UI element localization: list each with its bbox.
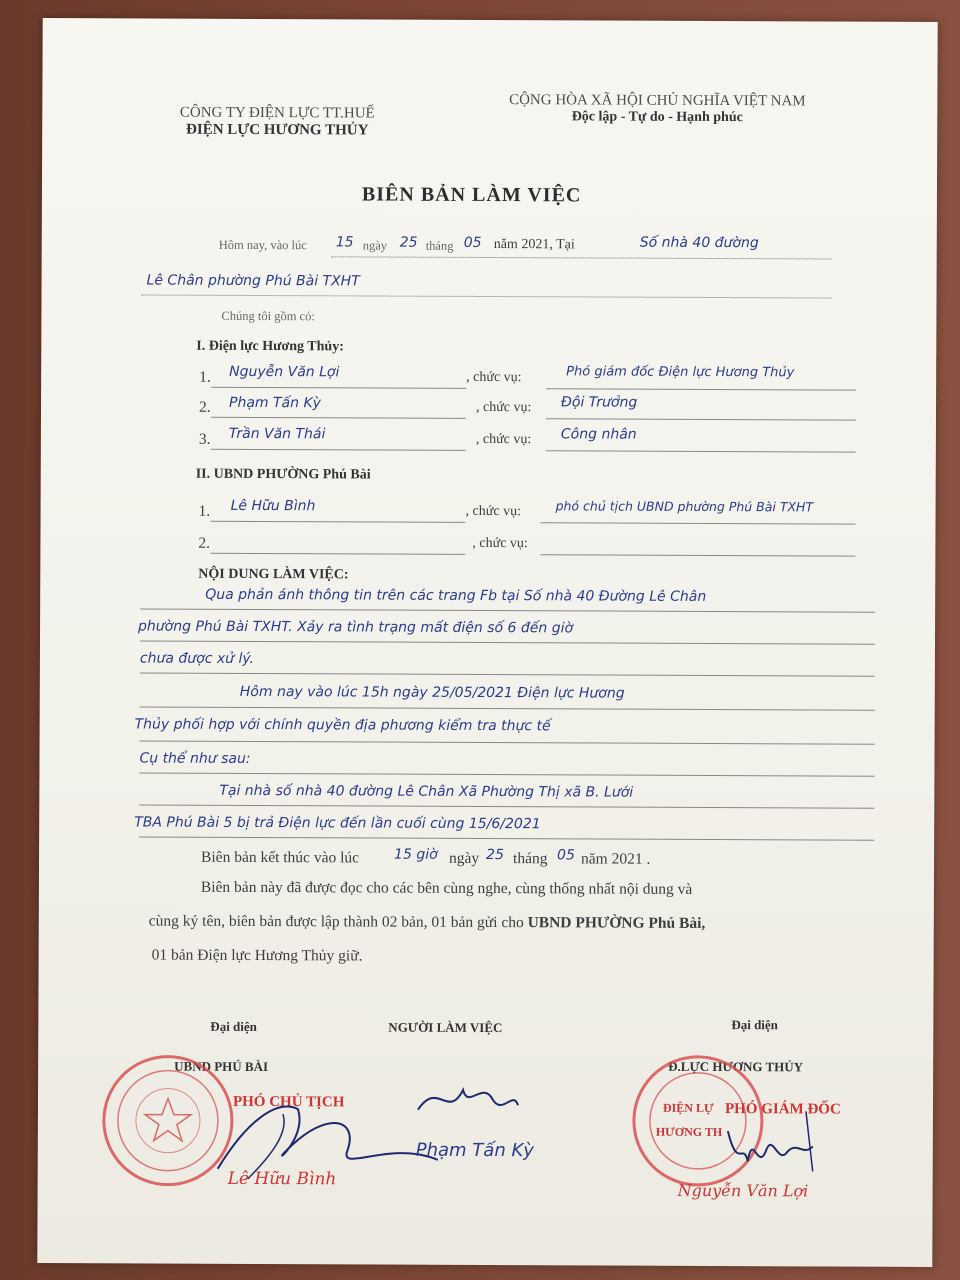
underline <box>210 553 465 555</box>
row-3-role: Công nhân <box>560 426 637 443</box>
content-line-2: phường Phú Bài TXHT. Xảy ra tình trạng mất điện số 6 đến giờ <box>138 618 574 637</box>
closing-year: năm 2021 . <box>581 850 651 868</box>
right-stamp-text-2: HƯƠNG TH <box>655 1124 723 1140</box>
underline <box>140 706 875 710</box>
row-1-name: Nguyễn Văn Lợi <box>229 363 340 381</box>
content-line-6: Cụ thể như sau: <box>139 750 251 767</box>
content-line-4: Hôm nay vào lúc 15h ngày 25/05/2021 Điện lực Hương <box>239 683 625 702</box>
dotted-line <box>142 294 832 298</box>
middle-signatory-name: Phạm Tấn Kỳ <box>415 1139 535 1162</box>
middle-signature-icon <box>408 1070 528 1131</box>
intro-month-label: tháng <box>425 238 454 253</box>
intro-place-2: Lê Chân phường Phú Bài TXHT <box>146 272 360 290</box>
underline <box>211 387 466 389</box>
right-signatory-org: Đ.LỰC HƯƠNG THỦY <box>668 1058 804 1075</box>
closing-prefix: Biên bản kết thúc vào lúc <box>201 848 360 867</box>
closing-line-3 <box>149 913 706 933</box>
intro-day: 25 <box>399 234 418 251</box>
dotted-line <box>332 256 832 259</box>
row-3-role-label: , chức vụ: <box>475 431 532 448</box>
left-signatory-title: PHÓ CHỦ TỊCH <box>232 1093 345 1111</box>
intro-year: năm 2021, Tại <box>493 237 575 253</box>
right-signature-icon <box>718 1101 828 1181</box>
underline <box>541 522 856 524</box>
content-heading: NỘI DUNG LÀM VIỆC: <box>198 566 349 583</box>
closing-hour: 15 giờ <box>394 846 438 863</box>
company-name: CÔNG TY ĐIỆN LỰC TT.HUẾ <box>179 104 375 122</box>
intro-day-label: ngày <box>362 238 388 253</box>
row-1-role-label: , chức vụ: <box>466 369 522 386</box>
right-signatory-name: Nguyễn Văn Lợi <box>677 1180 809 1201</box>
party-2-row-2-number: 2. <box>198 534 211 552</box>
company-header <box>127 104 427 139</box>
national-motto: CỘNG HÒA XÃ HỘI CHỦ NGHĨA VIỆT NAM <box>509 92 806 110</box>
underline <box>211 521 466 523</box>
content-line-3: chưa được xử lý. <box>139 650 255 667</box>
party-2-row-2-role-label: , chức vụ: <box>472 535 528 552</box>
underline <box>211 449 466 451</box>
middle-signatory-label: NGƯỜI LÀM VIỆC <box>388 1019 503 1036</box>
closing-line-3-text: cùng ký tên, biên bản được lập thành 02 bản, 01 bản gửi cho <box>148 912 528 932</box>
content-line-5: Thủy phối hợp với chính quyền địa phương kiểm tra thực tế <box>134 716 551 735</box>
members-label: Chúng tôi gồm có: <box>221 308 315 324</box>
intro-prefix: Hôm nay, vào lúc <box>218 237 307 253</box>
intro-month: 05 <box>463 234 482 251</box>
row-2-role-label: , chức vụ: <box>475 399 532 416</box>
underline <box>546 388 856 390</box>
row-2-role: Đội Trưởng <box>561 394 638 411</box>
row-2-name: Phạm Tấn Kỳ <box>229 394 321 412</box>
national-slogan: Độc lập - Tự do - Hạnh phúc <box>571 109 743 126</box>
party-2-row-1-role: phó chủ tịch UBND phường Phú Bài TXHT <box>555 498 814 515</box>
left-signatory-name: Lê Hữu Bình <box>227 1168 337 1190</box>
closing-day-label: ngày <box>449 849 480 867</box>
underline <box>540 554 855 556</box>
right-signatory-title: PHÓ GIÁM ĐỐC <box>724 1101 841 1118</box>
underline <box>139 772 874 776</box>
row-2-number: 2. <box>198 398 211 416</box>
closing-day: 25 <box>486 846 504 864</box>
closing-line-2: Biên bản này đã được đọc cho các bên cùng nghe, cùng thống nhất nội dung và <box>200 878 693 898</box>
underline <box>211 417 466 419</box>
content-line-8: TBA Phú Bài 5 bị trả Điện lực đến lần cuối cùng 15/6/2021 <box>134 814 541 833</box>
content-line-1: Qua phản ánh thông tin trên các trang Fb tại Số nhà 40 Đường Lê Chân <box>205 586 707 605</box>
underline <box>140 740 875 744</box>
document-page <box>37 18 937 1267</box>
underline <box>139 836 874 840</box>
closing-line-4: 01 bản Điện lực Hương Thủy giữ. <box>151 946 363 965</box>
underline <box>546 418 856 420</box>
row-1-role: Phó giám đốc Điện lực Hương Thủy <box>566 364 795 381</box>
intro-place-1: Số nhà 40 đường <box>639 234 759 252</box>
row-3-name: Trần Văn Thái <box>228 425 326 443</box>
branch-name: ĐIỆN LỰC HƯƠNG THỦY <box>186 121 369 139</box>
section-1-heading: I. Điện lực Hương Thủy: <box>196 338 344 355</box>
underline <box>546 450 856 452</box>
underline <box>140 672 875 676</box>
right-signatory-label: Đại diện <box>731 1017 778 1033</box>
national-header <box>447 92 867 127</box>
party-2-row-1-number: 1. <box>198 502 211 520</box>
content-line-7: Tại nhà số nhà 40 đường Lê Chân Xã Phường Thị xã B. Lưới <box>219 782 634 801</box>
left-signatory-org: UBND PHÚ BÀI <box>174 1058 269 1075</box>
underline <box>140 608 875 612</box>
closing-month: 05 <box>557 847 575 864</box>
left-signatory-label: Đại diện <box>210 1018 257 1034</box>
document-title: BIÊN BẢN LÀM VIỆC <box>361 183 582 207</box>
underline <box>140 640 875 644</box>
right-stamp-text-1: ĐIỆN LỰ <box>662 1100 714 1115</box>
underline <box>139 804 874 808</box>
party-2-row-1-role-label: , chức vụ: <box>465 503 522 520</box>
intro-hour: 15 <box>335 234 354 251</box>
party-2-row-1-name: Lê Hữu Bình <box>230 497 316 515</box>
row-1-number: 1. <box>199 368 211 386</box>
row-3-number: 3. <box>198 430 211 448</box>
closing-line-3-org: UBND PHƯỜNG Phú Bài, <box>527 914 706 932</box>
closing-month-label: tháng <box>513 850 548 868</box>
section-2-heading: II. UBND PHƯỜNG Phú Bài <box>195 466 371 483</box>
